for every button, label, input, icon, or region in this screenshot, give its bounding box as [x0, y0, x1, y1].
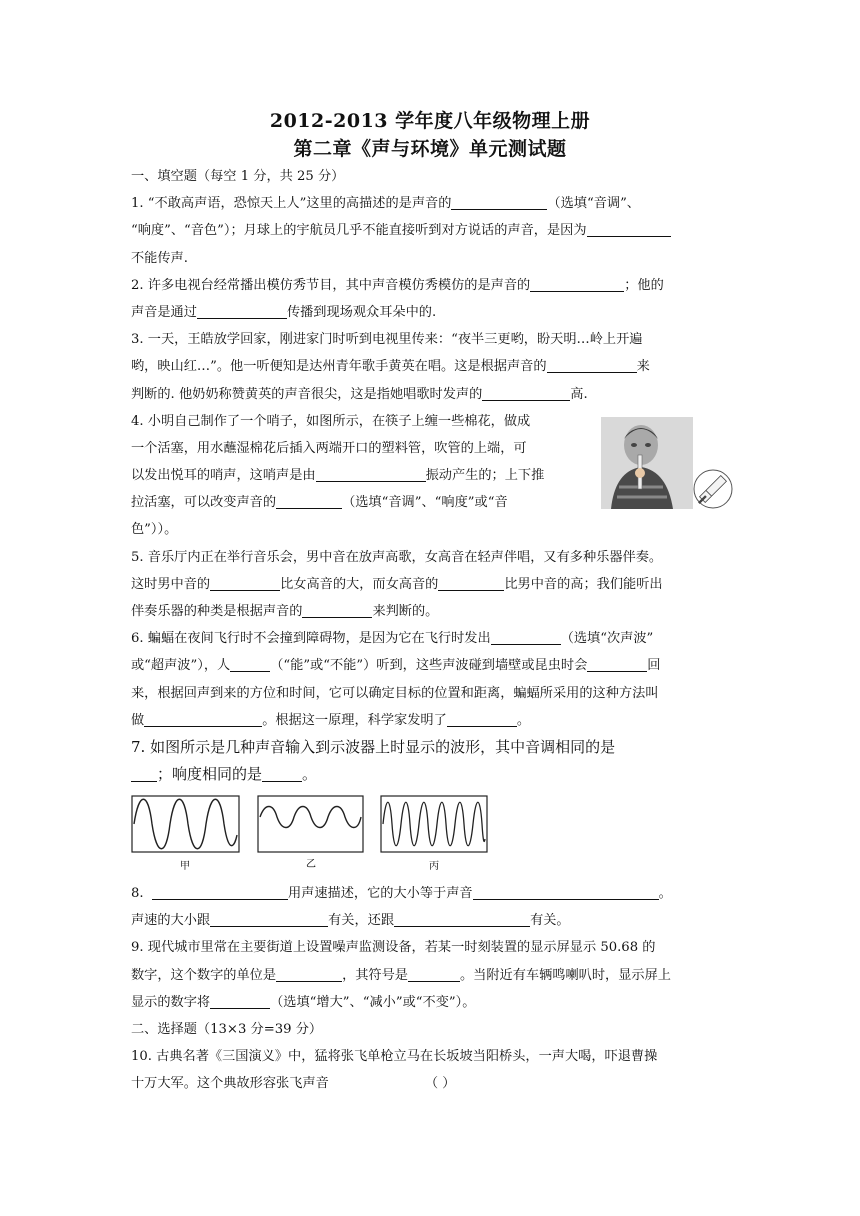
question-1-line-1: 1. “不敢高声语，恐惊天上人”这里的高描述的是声音的 （选填“音调”、 [131, 196, 640, 212]
exam-body-lower [131, 880, 731, 1098]
answer-blank[interactable] [276, 493, 342, 509]
question-10-line-1: 10. 古典名著《三国演义》中，猛将张飞单枪立马在长坂坡当阳桥头，一声大喝，吓退曹操 [131, 1049, 658, 1065]
answer-blank[interactable] [131, 766, 157, 782]
waveform-yi [258, 796, 363, 852]
question-6-line-1: 6. 蝙蝠在夜间飞行时不会撞到障碍物，是因为它在飞行时发出 （选填“次声波” [131, 631, 654, 647]
answer-blank[interactable] [152, 884, 288, 900]
question-1-line-2: “响度”、“音色”）；月球上的宇航员几乎不能直接听到对方说话的声音，是因为 [131, 217, 731, 244]
answer-blank[interactable] [587, 221, 671, 237]
answer-blank[interactable] [394, 911, 530, 927]
question-8-line-2: 声速的大小跟 有关，还跟 有关。 [131, 913, 570, 929]
question-10-line-2: 十万大军。这个典故形容张飞声音 （ ） [131, 1076, 456, 1092]
question-2-line-1: 2. 许多电视台经常播出模仿秀节目，其中声音模仿秀模仿的是声音的 ；他的 [131, 277, 664, 293]
answer-blank[interactable] [262, 766, 302, 782]
answer-blank[interactable] [316, 466, 426, 482]
question-6-line-3: 来，根据回声到来的方位和时间，它可以确定目标的位置和距离，蝙蝠所采用的这种方法叫 [131, 685, 659, 701]
waveform-jia [132, 796, 239, 852]
question-5-line-1: 5. 音乐厅内正在举行音乐会，男中音在放声高歌，女高音在轻声伴唱，又有多种乐器伴奏。 [131, 549, 663, 565]
question-6-line-4: 做 。根据这一原理，科学家发明了 。 [131, 712, 530, 728]
question-1-line-3: 不能传声. [131, 250, 188, 266]
question-2-line-2: 声音是通过 传播到现场观众耳朵中的. [131, 304, 437, 320]
answer-blank[interactable] [482, 385, 570, 401]
question-4-line-5: 色”））。 [131, 522, 178, 538]
question-9-line-1: 9. 现代城市里常在主要街道上设置噪声监测设备，若某一时刻装置的显示屏显示 50.68 的 [131, 940, 656, 956]
exam-subtitle: 第二章《声与环境》单元测试题 [293, 138, 567, 160]
section-1-heading: 一、填空题（每空 1 分，共 25 分） [131, 169, 345, 184]
question-4-line-3: 以发出悦耳的哨声，这哨声是由 振动产生的；上下推 [131, 468, 545, 484]
answer-blank[interactable] [408, 966, 460, 982]
question-6-line-2: 或“超声波”），人 （“能”或“不能”）听到，这些声波碰到墙壁或昆虫时会 回 [131, 658, 661, 674]
section-2-heading: 二、选择题（13×3 分=39 分） [131, 1021, 323, 1037]
answer-blank[interactable] [438, 575, 504, 591]
question-5-line-2: 这时男中音的 比女高音的大，而女高音的 比男中音的高；我们能听出 [131, 576, 663, 592]
waveform-bing [381, 796, 487, 852]
question-7-line-1: 7. 如图所示是几种声音输入到示波器上时显示的波形，其中音调相同的是 [131, 737, 616, 756]
question-3-line-2: 哟，映山红…”。他一听便知是达州青年歌手黄英在唱。这是根据声音的 来 [131, 359, 650, 375]
question-9-line-2: 数字，这个数字的单位是 ，其符号是 。当附近有车辆鸣喇叭时，显示屏上 [131, 967, 671, 983]
answer-blank[interactable] [447, 711, 517, 727]
question-8-line-1: 8. 用声速描述，它的大小等于声音 。 [131, 886, 672, 901]
answer-blank[interactable] [451, 194, 547, 210]
answer-blank[interactable] [210, 911, 328, 927]
question-3-line-1: 3. 一天，王皓放学回家，刚进家门时听到电视里传来：“夜半三更哟，盼天明…岭上开遍 [131, 332, 643, 348]
answer-blank[interactable] [144, 711, 262, 727]
answer-blank[interactable] [210, 575, 280, 591]
waveform-figure [131, 795, 491, 875]
answer-blank[interactable] [473, 884, 659, 900]
waveform-label-bing: 丙 [429, 861, 439, 872]
whistle-photo [601, 417, 733, 509]
question-4-line-4: 拉活塞，可以改变声音的 （选填“音调”、“响度”或“音 [131, 495, 508, 511]
question-4-line-1: 4. 小明自己制作了一个哨子，如图所示，在筷子上缠一些棉花，做成 [131, 413, 531, 429]
waveform-label-yi: 乙 [306, 859, 316, 870]
answer-blank[interactable] [587, 656, 647, 672]
answer-blank[interactable] [491, 629, 561, 645]
answer-blank[interactable] [276, 966, 342, 982]
question-3-line-3: 判断的. 他奶奶称赞黄英的声音很尖，这是指她唱歌时发声的 高. [131, 386, 588, 402]
answer-blank[interactable] [530, 276, 624, 292]
exam-title: 2012-2013 学年度八年级物理上册 [269, 110, 591, 132]
question-9-line-3: 显示的数字将 （选填“增大”、“减小”或“不变”）。 [131, 994, 476, 1010]
answer-blank[interactable] [197, 303, 287, 319]
answer-blank[interactable] [547, 357, 637, 373]
question-7-line-2: ；响度相同的是 。 [131, 761, 731, 788]
answer-paren[interactable]: （ ） [424, 1076, 456, 1092]
answer-blank[interactable] [210, 993, 270, 1009]
question-4-line-2: 一个活塞，用水蘸湿棉花后插入两端开口的塑料管，吹管的上端，可 [131, 440, 527, 456]
waveform-label-jia: 甲 [180, 861, 190, 872]
answer-blank[interactable] [230, 656, 270, 672]
answer-blank[interactable] [302, 602, 372, 618]
question-5-line-3: 伴奏乐器的种类是根据声音的 来判断的。 [131, 604, 439, 619]
